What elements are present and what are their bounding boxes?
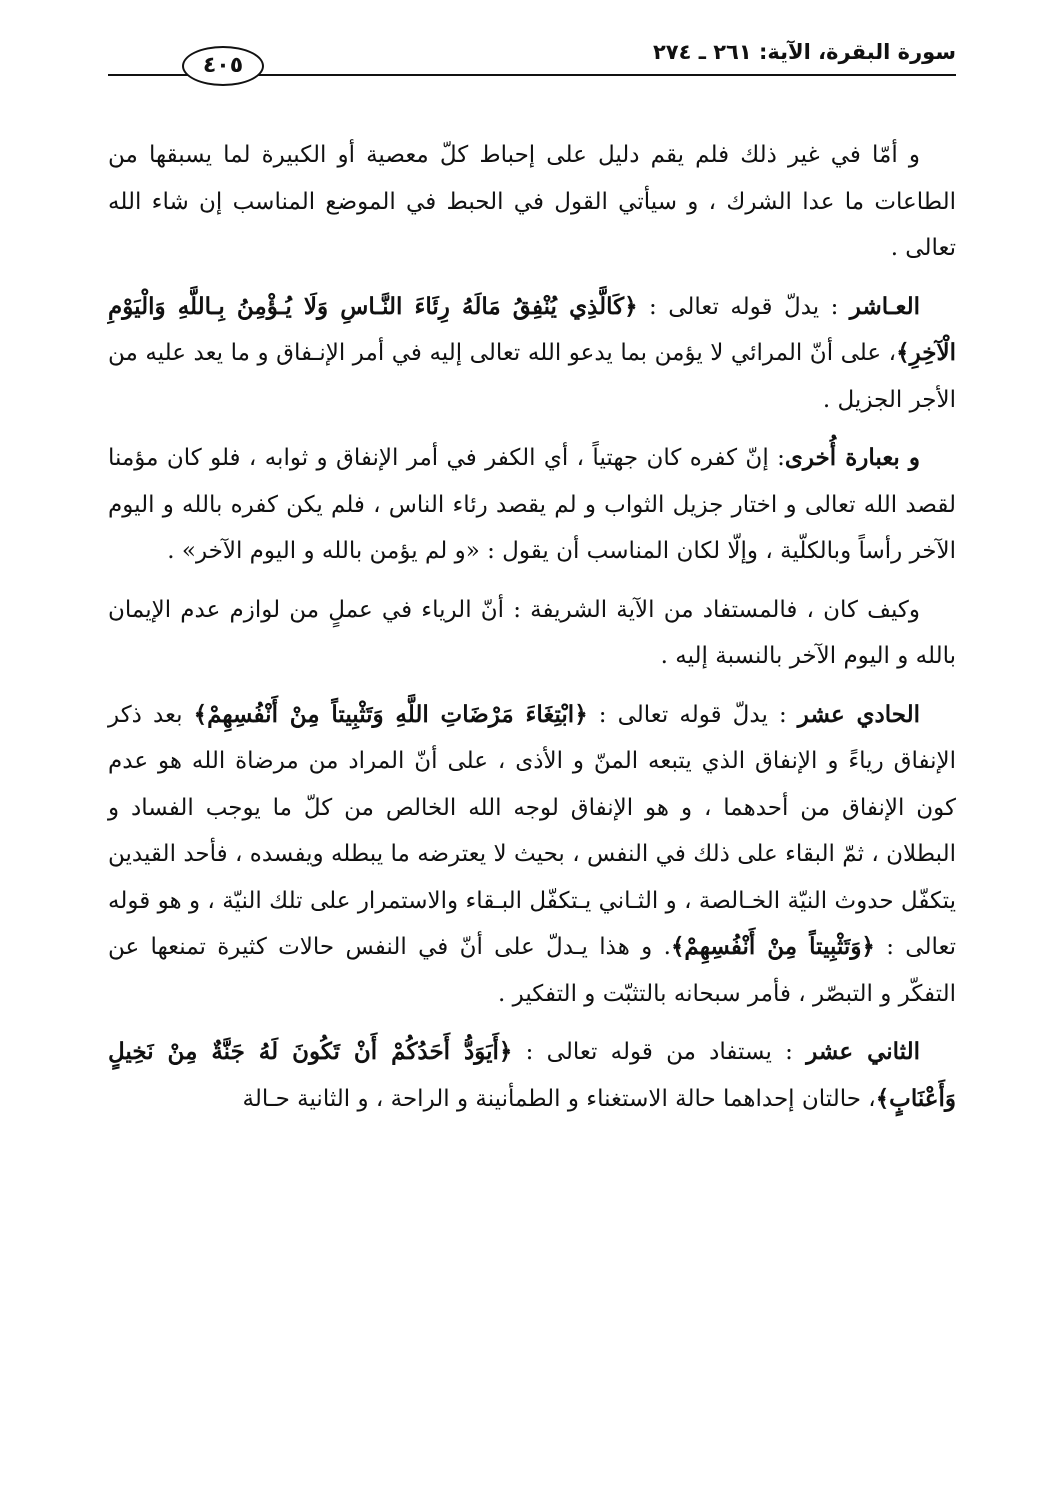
paragraph-2 bbox=[108, 284, 956, 424]
paragraph-text: : إنّ كفره كان جهتياً ، أي الكفر في أمر الإنفاق و ثوابه ، فلو كان مؤمنا لقصد الله تعالى و اختار جزيل الثواب و لم يقصد رئاء الناس ، فلم يكن كفره بالله و اليوم الآخر رأساً وبالكلّية ، وإلّا لكان المناسب أن يقول : «و لم يؤمن بالله و اليوم الآخر» . bbox=[108, 445, 956, 564]
paragraph-text: : يستفاد من قوله تعالى : bbox=[512, 1039, 807, 1065]
quran-verse: ﴿كَالَّذِي يُنْفِقُ مَالَهُ رِئَاءَ النَّـاسِ وَلَا يُـؤْمِنُ بِـاللَّهِ وَالْيَوْمِ الْآخِرِ﴾ bbox=[108, 292, 956, 366]
paragraph-text: و أمّا في غير ذلك فلم يقم دليل على إحباط كلّ معصية أو الكبيرة لما يسبقها من الطاعات ما عدا الشرك ، و سيأتي القول في الحبط في الموضع المناسب إن شاء الله تعالى . bbox=[108, 142, 956, 261]
paragraph-3 bbox=[108, 435, 956, 575]
point-heading: و بعبارة أُخرى bbox=[784, 444, 920, 471]
surah-title: سورة البقرة، الآية: ٢٦١ ـ ٢٧٤ bbox=[652, 40, 956, 64]
paragraph-text: : يدلّ قوله تعالى : bbox=[587, 701, 798, 728]
point-heading: الثاني عشر bbox=[806, 1038, 920, 1065]
paragraph-text: بعد ذكر الإنفاق رياءً و الإنفاق الذي يتبعه المنّ و الأذى ، على أنّ المراد من مرضاة الله هو عدم كون الإنفاق من أحدهما ، و هو الإنفاق لوجه الله الخالص من كلّ ما يوجب الفساد و البطلان ، ثمّ البقاء على ذلك في النفس ، بحيث لا يعترضه ما يبطله ويفسده ، فأحد القيدين يتكفّل حدوث النيّة الخـالصة ، و الثـاني يـتكفّل البـقاء والاستمرار على تلك النيّة ، و هو قوله تعالى : bbox=[108, 701, 956, 960]
paragraph-text: : يدلّ قوله تعالى : bbox=[637, 293, 850, 320]
paragraph-5 bbox=[108, 692, 956, 1018]
paragraph-text: . و هذا يـدلّ على أنّ في النفس حالات كثيرة تمنعها عن التفكّر و التبصّر ، فأمر سبحانه بالتثبّت و التفكير . bbox=[108, 934, 956, 1007]
point-heading: العـاشر bbox=[849, 292, 920, 320]
paragraph-4 bbox=[108, 587, 956, 680]
quran-verse: ﴿أَيَوَدُّ أَحَدُكُمْ أَنْ تَكُونَ لَهُ جَنَّةٌ مِنْ نَخِيلٍ وَأَعْنَابٍ﴾ bbox=[108, 1038, 956, 1112]
paragraph-text: ، على أنّ المرائي لا يؤمن بما يدعو الله تعالى إليه في أمر الإنـفاق و ما يعد عليه من الأجر الجزيل . bbox=[108, 340, 956, 413]
paragraph-text: ، حالتان إحداهما حالة الاستغناء و الطمأنينة و الراحة ، و الثانية حـالة bbox=[242, 1085, 876, 1112]
page-number: ٤٠٥ bbox=[182, 46, 264, 86]
page-body bbox=[108, 132, 956, 1134]
paragraph-1 bbox=[108, 132, 956, 272]
point-heading: الحادي عشر bbox=[797, 700, 920, 728]
paragraph-6 bbox=[108, 1029, 956, 1122]
quran-verse: ﴿ابْتِغَاءَ مَرْضَاتِ اللَّهِ وَتَثْبِيتاً مِنْ أَنْفُسِهِمْ﴾ bbox=[193, 700, 588, 728]
page-header bbox=[108, 38, 956, 88]
paragraph-text: وكيف كان ، فالمستفاد من الآية الشريفة : أنّ الرياء في عملٍ من لوازم عدم الإيمان بالله و اليوم الآخر بالنسبة إليه . bbox=[108, 596, 956, 669]
quran-verse: ﴿وَتَثْبِيتاً مِنْ أَنْفُسِهِمْ﴾ bbox=[670, 933, 875, 960]
